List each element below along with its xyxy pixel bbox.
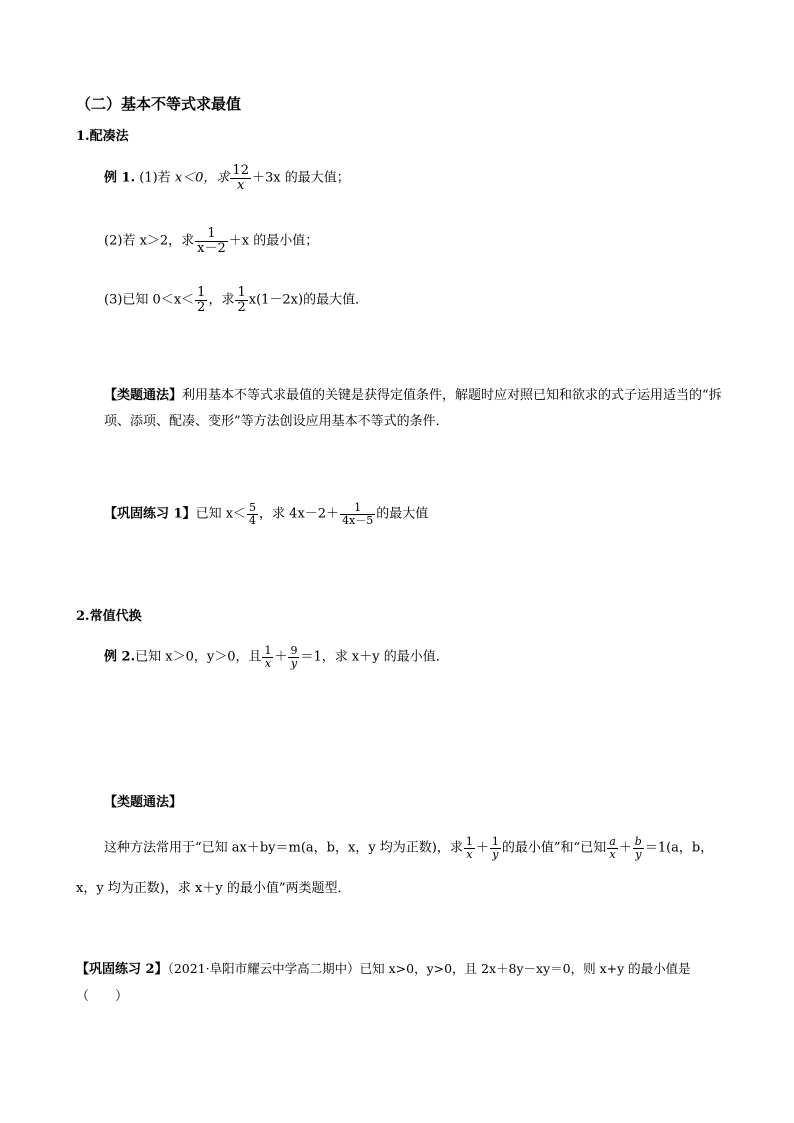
fraction xyxy=(235,286,247,314)
example-2-label: 例 2. xyxy=(104,649,136,665)
answer-blank: （ ） xyxy=(76,989,129,1004)
method-2-line-2: x，y 均为正数)，求 x＋y 的最小值”两类题型． xyxy=(76,881,351,896)
practice-pre: 已知 x＜ xyxy=(195,506,247,522)
fraction-numerator: 1 xyxy=(465,835,473,848)
method2-l1-mid: 的最小值”和“已知 xyxy=(501,840,607,856)
fraction xyxy=(340,502,375,526)
method-2-line-1 xyxy=(104,836,713,860)
ex1-p2-post: ＋x 的最小值； xyxy=(228,233,319,249)
method2-plus1: ＋ xyxy=(475,840,489,856)
fraction-numerator: b xyxy=(634,835,642,848)
example-1-part-2 xyxy=(104,227,318,255)
fraction-numerator: 1 xyxy=(195,227,228,242)
ex1-p1-cond: x＜0，求 xyxy=(174,170,230,186)
subsection-title-2: 2.常值代换 xyxy=(76,609,142,624)
method-label: 【类题通法】 xyxy=(104,388,183,403)
practice-2-text: （2021·阜阳市耀云中学高二期中）已知 x>0，y>0，且 2x＋8y－xy＝0，则 x+y 的最小值是 xyxy=(167,961,691,976)
practice-label-2: 【巩固练习 2】 xyxy=(76,962,168,977)
fraction-denominator: x xyxy=(609,847,616,861)
fraction-denominator: x xyxy=(264,656,272,670)
practice-2 xyxy=(76,958,691,977)
example-1-part-3 xyxy=(104,286,368,314)
fraction xyxy=(633,836,644,860)
ex2-plus: ＋ xyxy=(274,649,288,665)
fraction xyxy=(230,164,251,192)
practice-mid: ，求 4x－2＋ xyxy=(259,506,340,522)
fraction xyxy=(262,645,273,669)
fraction xyxy=(288,645,299,669)
ex1-p3-mid: ，求 xyxy=(208,292,235,308)
fraction-numerator: 5 xyxy=(249,501,257,514)
method2-plus2: ＋ xyxy=(618,840,632,856)
fraction xyxy=(490,836,501,860)
method2-l1-pre: 这种方法常用于“已知 ax＋by＝m(a，b，x，y 均为正数)，求 xyxy=(104,840,463,856)
fraction-numerator: 1 xyxy=(340,502,375,515)
fraction-denominator: y xyxy=(635,847,642,861)
fraction-numerator: 1 xyxy=(237,285,246,300)
practice-1 xyxy=(104,502,428,526)
example-2 xyxy=(104,645,449,669)
fraction-denominator: 2 xyxy=(197,299,206,315)
fraction-numerator: 1 xyxy=(491,835,499,848)
section-title: （二）基本不等式求最值 xyxy=(76,95,242,113)
fraction xyxy=(195,227,228,255)
fraction-numerator: 1 xyxy=(264,644,272,657)
example-1-label: 例 1. xyxy=(104,170,136,186)
ex1-p2-pre: (2)若 xyxy=(104,233,136,249)
fraction-denominator: x xyxy=(466,847,473,861)
practice-label: 【巩固练习 1】 xyxy=(104,506,196,522)
method-text: 利用基本不等式求最值的关键是获得定值条件，解题时应对照已知和欲求的式子运用适当的“拆项、添项、配凑、变形”等方法创设应用基本不等式的条件． xyxy=(104,388,722,429)
fraction-numerator: a xyxy=(609,835,616,848)
example-1-part-1 xyxy=(104,164,350,192)
fraction-denominator: y xyxy=(492,847,499,861)
fraction-denominator: x－2 xyxy=(197,240,226,256)
method2-l1-post: ＝1(a，b， xyxy=(644,840,714,856)
ex1-p3-post: x(1－2x)的最大值． xyxy=(248,292,369,308)
fraction-numerator: 1 xyxy=(197,285,206,300)
fraction-numerator: 12 xyxy=(232,163,249,178)
ex1-p3-pre: (3)已知 0＜x＜ xyxy=(104,292,195,308)
ex1-p1-pre: (1)若 xyxy=(139,170,171,186)
ex1-p1-post: ＋3x 的最大值； xyxy=(251,170,350,186)
fraction-denominator: x xyxy=(237,177,245,193)
fraction-denominator: y xyxy=(290,656,298,670)
fraction xyxy=(195,286,207,314)
ex1-p2-cond: x＞2，求 xyxy=(139,233,195,249)
fraction xyxy=(607,836,618,860)
ex2-pre: 已知 x＞0，y＞0，且 xyxy=(135,649,262,665)
ex2-post: ＝1，求 x＋y 的最小值． xyxy=(300,649,449,665)
fraction xyxy=(247,502,258,526)
fraction-denominator: 4x－5 xyxy=(342,513,374,527)
subsection-title-1: 1.配凑法 xyxy=(76,129,129,144)
fraction-numerator: 9 xyxy=(290,644,298,657)
practice-post: 的最大值 xyxy=(376,506,429,522)
fraction xyxy=(464,836,475,860)
method-label-2: 【类题通法】 xyxy=(104,795,183,810)
fraction-denominator: 4 xyxy=(249,513,257,527)
method-paragraph-1 xyxy=(104,383,724,435)
fraction-denominator: 2 xyxy=(237,299,246,315)
